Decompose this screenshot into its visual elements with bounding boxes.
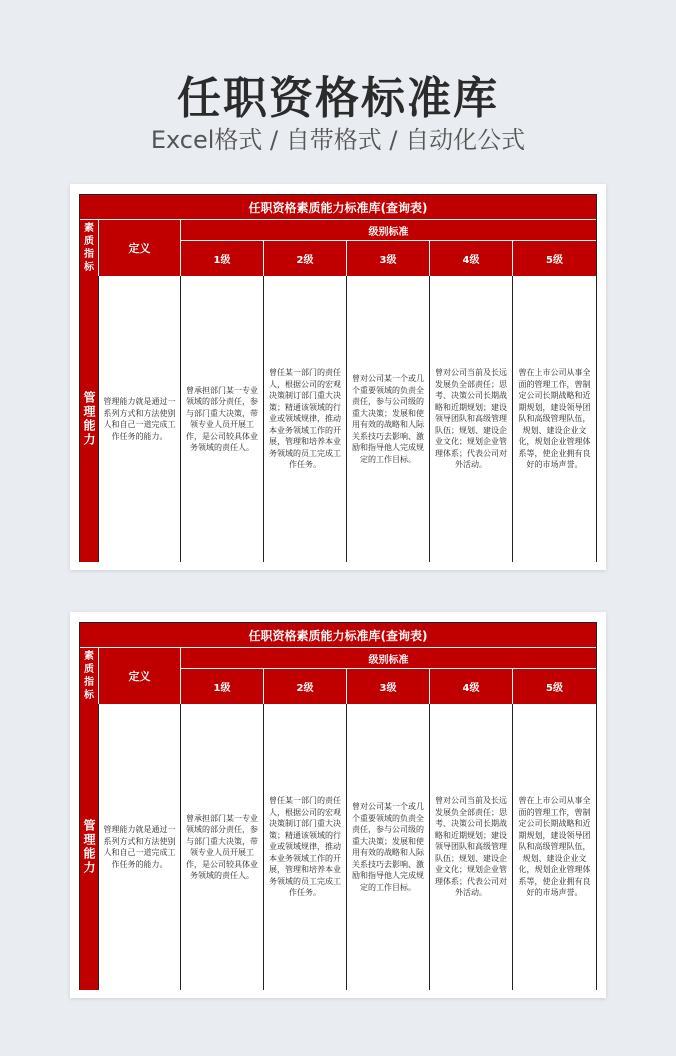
level-1-cell: 曾承担部门某一专业领域的部分责任，参与部门重大决策，带领专业人员开展工作，是公司较具体业务领域的责任人。 xyxy=(181,276,264,562)
level-1-header: 1级 xyxy=(181,241,264,276)
level-4-cell: 曾对公司当前及长远发展负全部责任；思考、决策公司长期战略和近期规划；建设领导团队和高级管理队伍；规划、建设企业文化；规划企业管理体系；代表公司对外活动。 xyxy=(430,276,513,562)
level-5-cell: 曾在上市公司从事全面的管理工作，曾制定公司长期战略和近期规划，建设领导团队和高级管理队伍，规划、建设企业文化，规划企业管理体系等，使企业拥有良好的市场声誉。 xyxy=(513,704,596,990)
standard-table xyxy=(79,622,597,990)
level-4-header: 4级 xyxy=(430,241,513,276)
definition-header: 定义 xyxy=(99,648,181,704)
standard-table xyxy=(79,194,597,562)
indicator-name: 管理能力 xyxy=(80,704,99,990)
level-2-cell: 曾任某一部门的责任人，根据公司的宏观决策制订部门重大决策；精通该领域的行业或领域规律，推动本业务领域工作的开展，管理和培养本业务领域的员工完成工作任务。 xyxy=(264,276,347,562)
page-subtitle: Excel格式 / 自带格式 / 自动化公式 xyxy=(150,126,526,154)
level-3-header: 3级 xyxy=(347,669,430,704)
table-title: 任职资格素质能力标准库(查询表) xyxy=(80,195,596,220)
level-4-header: 4级 xyxy=(430,669,513,704)
indicator-name: 管理能力 xyxy=(80,276,99,562)
level-5-header: 5级 xyxy=(513,669,596,704)
level-2-cell: 曾任某一部门的责任人，根据公司的宏观决策制订部门重大决策；精通该领域的行业或领域规律，推动本业务领域工作的开展，管理和培养本业务领域的员工完成工作任务。 xyxy=(264,704,347,990)
definition-header: 定义 xyxy=(99,220,181,276)
level-1-cell: 曾承担部门某一专业领域的部分责任，参与部门重大决策，带领专业人员开展工作，是公司较具体业务领域的责任人。 xyxy=(181,704,264,990)
table-preview-2 xyxy=(70,612,606,998)
level-3-cell: 曾对公司某一个或几个重要领域的负责全责任，参与公司级的重大决策；发展和使用有效的战略和人际关系技巧去影响、激励和指导他人完成规定的工作目标。 xyxy=(347,704,430,990)
level-5-cell: 曾在上市公司从事全面的管理工作，曾制定公司长期战略和近期规划，建设领导团队和高级管理队伍，规划、建设企业文化，规划企业管理体系等，使企业拥有良好的市场声誉。 xyxy=(513,276,596,562)
table-title: 任职资格素质能力标准库(查询表) xyxy=(80,623,596,648)
level-5-header: 5级 xyxy=(513,241,596,276)
level-3-cell: 曾对公司某一个或几个重要领域的负责全责任，参与公司级的重大决策；发展和使用有效的战略和人际关系技巧去影响、激励和指导他人完成规定的工作目标。 xyxy=(347,276,430,562)
level-header: 级别标准 xyxy=(181,220,596,241)
level-header: 级别标准 xyxy=(181,648,596,669)
level-1-header: 1级 xyxy=(181,669,264,704)
page-title: 任职资格标准库 xyxy=(177,73,499,124)
indicator-header: 素质指标 xyxy=(80,648,99,704)
level-2-header: 2级 xyxy=(264,669,347,704)
definition-cell: 管理能力就是通过一系列方式和方法使别人和自己一道完成工作任务的能力。 xyxy=(99,704,181,990)
level-2-header: 2级 xyxy=(264,241,347,276)
level-4-cell: 曾对公司当前及长远发展负全部责任；思考、决策公司长期战略和近期规划；建设领导团队和高级管理队伍；规划、建设企业文化；规划企业管理体系；代表公司对外活动。 xyxy=(430,704,513,990)
indicator-header: 素质指标 xyxy=(80,220,99,276)
level-3-header: 3级 xyxy=(347,241,430,276)
table-preview-1 xyxy=(70,184,606,570)
definition-cell: 管理能力就是通过一系列方式和方法使别人和自己一道完成工作任务的能力。 xyxy=(99,276,181,562)
